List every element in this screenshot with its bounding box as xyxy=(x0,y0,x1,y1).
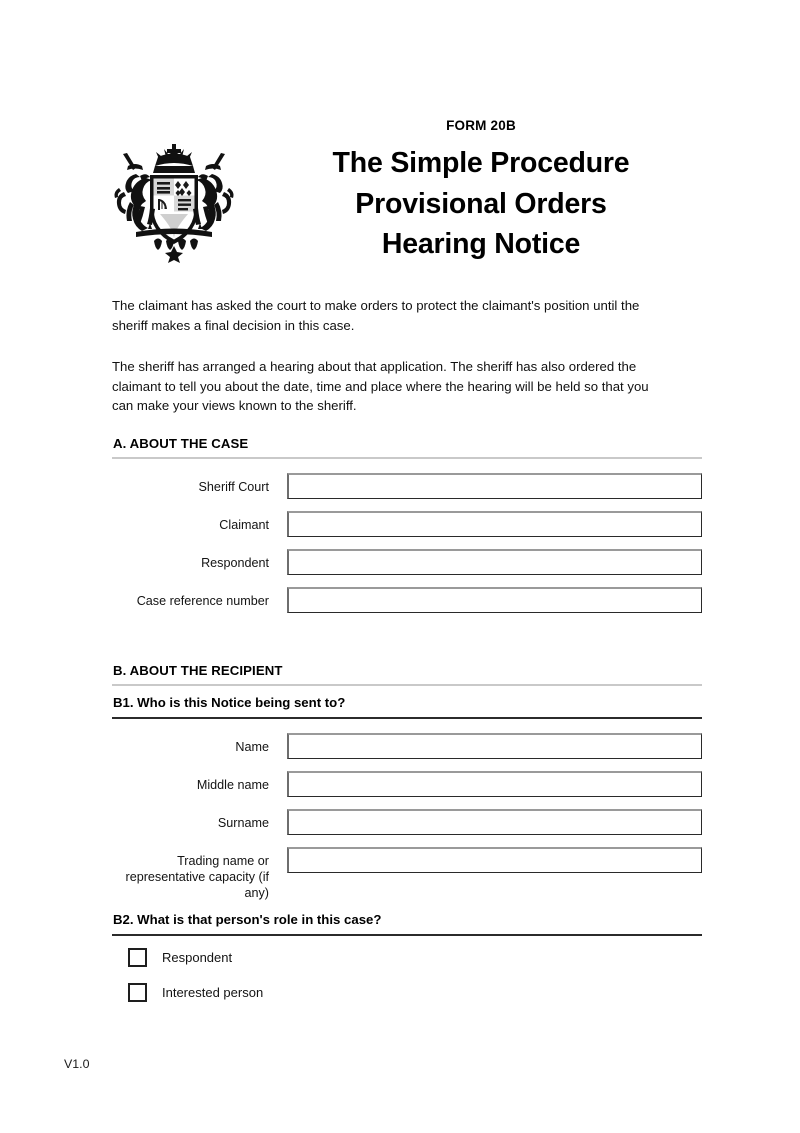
field-row xyxy=(112,587,702,613)
claimant-label: Claimant xyxy=(219,518,269,532)
title-line-1: The Simple Procedure xyxy=(332,147,630,179)
title-line-2: Provisional Orders xyxy=(355,187,607,220)
checkbox-interested-person[interactable] xyxy=(128,983,147,1002)
option-interested-person-label: Interested person xyxy=(162,985,264,1000)
section-b2-role xyxy=(112,903,702,1002)
surname-input[interactable] xyxy=(287,809,702,835)
section-about-the-case xyxy=(112,436,702,613)
name-label: Name xyxy=(235,740,269,754)
section-b2-heading: B2. What is that person's role in this case? xyxy=(113,912,382,927)
surname-label: Surname xyxy=(217,816,269,830)
form-number: FORM 20B xyxy=(446,118,516,133)
middle-name-input[interactable] xyxy=(287,771,702,797)
respondent-input[interactable] xyxy=(287,549,702,575)
claimant-input[interactable] xyxy=(287,511,702,537)
version-label: V1.0 xyxy=(64,1057,90,1071)
field-row xyxy=(112,847,702,901)
section-b1-heading: B1. Who is this Notice being sent to? xyxy=(113,695,346,710)
section-b2-options xyxy=(112,936,702,1002)
page-title xyxy=(262,143,700,265)
field-row xyxy=(112,511,702,537)
section-a-fields xyxy=(112,459,702,613)
section-b-heading: B. ABOUT THE RECIPIENT xyxy=(113,663,283,678)
trading-name-label: Trading name or representative capacity (if any) xyxy=(125,854,269,900)
intro-paragraph-1: The claimant has asked the court to make orders to protect the claimant's position until the sheriff makes a final decision in this case. xyxy=(112,298,640,333)
field-row xyxy=(112,771,702,797)
field-row xyxy=(112,549,702,575)
intro-paragraph-2: The sheriff has arranged a hearing about that application. The sheriff has also ordered the claimant to tell you about the date, time and place where the hearing will be held so that you can make your views known to the sheriff. xyxy=(112,359,649,414)
field-row xyxy=(112,809,702,835)
respondent-label: Respondent xyxy=(201,556,269,570)
option-respondent[interactable] xyxy=(112,948,702,967)
checkbox-respondent[interactable] xyxy=(128,948,147,967)
sheriff-court-label: Sheriff Court xyxy=(198,480,269,494)
royal-coat-of-arms-icon xyxy=(106,140,242,265)
document-header xyxy=(0,118,800,268)
sheriff-court-input[interactable] xyxy=(287,473,702,499)
option-interested-person[interactable] xyxy=(112,983,702,1002)
section-b1-fields xyxy=(112,719,702,901)
field-row xyxy=(112,733,702,759)
field-row xyxy=(112,473,702,499)
title-line-3: Hearing Notice xyxy=(381,228,581,260)
case-reference-number-input[interactable] xyxy=(287,587,702,613)
middle-name-label: Middle name xyxy=(196,778,269,792)
section-a-heading: A. ABOUT THE CASE xyxy=(113,436,249,451)
intro-text xyxy=(112,296,672,416)
option-respondent-label: Respondent xyxy=(162,950,233,965)
name-input[interactable] xyxy=(287,733,702,759)
case-reference-number-label: Case reference number xyxy=(136,594,269,608)
section-about-the-recipient xyxy=(112,663,702,901)
title-block xyxy=(262,118,700,265)
trading-name-input[interactable] xyxy=(287,847,702,873)
